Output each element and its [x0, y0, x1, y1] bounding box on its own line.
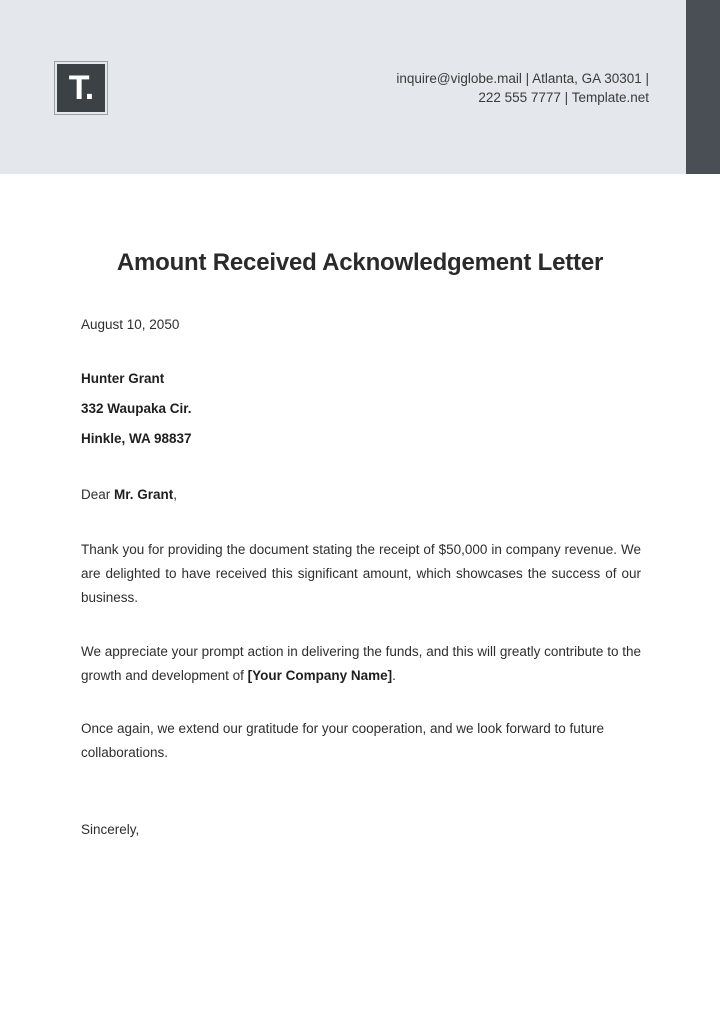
paragraph-2-text: We appreciate your prompt action in delivering the funds, and this will greatly contribute to the growth and development of [81, 644, 641, 683]
contact-line-2: 222 555 7777 | Template.net [478, 90, 649, 105]
recipient-street: 332 Waupaka Cir. [81, 401, 192, 416]
recipient-city: Hinkle, WA 98837 [81, 431, 192, 446]
body-paragraph-1: Thank you for providing the document stating the receipt of $50,000 in company revenue. We are delighted to have received this significant amount, which showcases the success of our business. [81, 542, 641, 605]
salutation [81, 483, 641, 507]
company-logo: T. [55, 62, 107, 114]
letterhead [0, 0, 720, 174]
closing: Sincerely, [81, 822, 140, 837]
paragraph-2-end: . [392, 668, 396, 683]
letterhead-accent-bar [686, 0, 720, 174]
salutation-prefix: Dear [81, 487, 115, 502]
company-name-placeholder: [Your Company Name] [247, 668, 393, 683]
body-paragraph-3: Once again, we extend our gratitude for your cooperation, and we look forward to future collaborations. [81, 721, 605, 760]
letter-date: August 10, 2050 [81, 317, 180, 332]
salutation-suffix: , [173, 487, 178, 502]
body-paragraph-2 [81, 640, 641, 688]
letter-title: Amount Received Acknowledgement Letter [116, 249, 604, 276]
salutation-name: Mr. Grant [114, 487, 174, 502]
contact-line-1: inquire@viglobe.mail | Atlanta, GA 30301 | [396, 71, 649, 86]
contact-info [396, 69, 649, 107]
recipient-name: Hunter Grant [81, 371, 165, 386]
